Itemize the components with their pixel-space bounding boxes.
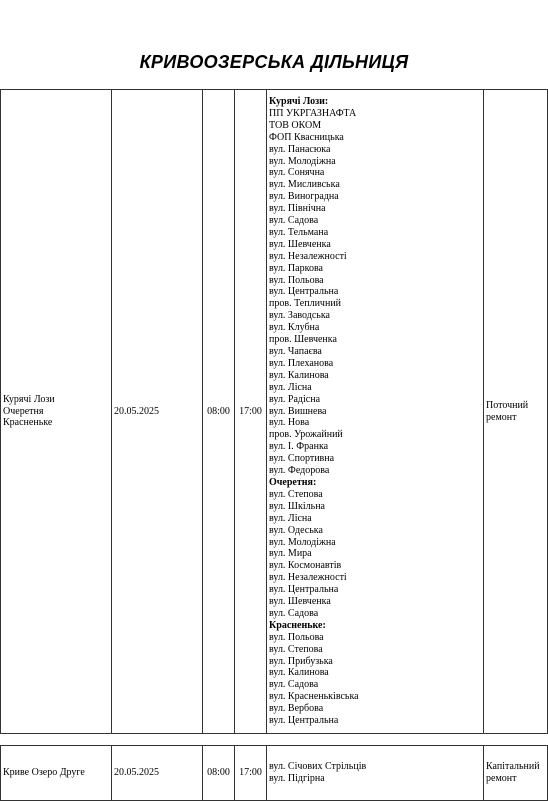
end-time-cell: 17:00 (235, 746, 267, 801)
address-line: вул. Радісна (269, 393, 321, 405)
address-line: вул. Плеханова (269, 357, 334, 369)
address-line: вул. Садова (269, 679, 319, 691)
address-line: вул. Центральна (269, 715, 339, 727)
end-time-cell: 17:00 (235, 90, 267, 734)
address-line: вул. Садова (269, 607, 319, 619)
address-line: вул. Заводська (269, 310, 330, 322)
table-row (1, 90, 548, 734)
address-line: вул. Польова (269, 631, 324, 643)
address-line: вул. Вишнева (269, 405, 327, 417)
address-line: вул. Степова (269, 643, 323, 655)
locality-name: Криве Озеро Друге (3, 767, 85, 779)
address-line: вул. Молодіжна (269, 155, 336, 167)
address-line: вул. Тельмана (269, 226, 329, 238)
address-line: вул. Красненьківська (269, 691, 359, 703)
localities-cell (1, 746, 112, 801)
address-line: пров. Шевченка (269, 334, 337, 346)
address-group-heading: Очеретня: (269, 476, 317, 488)
addresses-cell (267, 90, 484, 734)
address-line: вул. Садова (269, 215, 319, 227)
start-time-cell: 08:00 (203, 90, 235, 734)
address-line: вул. Польова (269, 274, 324, 286)
address-line: вул. Мисливська (269, 179, 340, 191)
work-type-cell (484, 90, 548, 734)
address-line: вул. Клубна (269, 322, 320, 334)
date-cell: 20.05.2025 (112, 90, 203, 734)
address-line: вул. Незалежності (269, 572, 347, 584)
address-line: вул. Панасюка (269, 143, 331, 155)
start-time-cell: 08:00 (203, 746, 235, 801)
addresses-cell (267, 746, 484, 801)
address-line: вул. Центральна (269, 584, 339, 596)
address-line: вул. Мира (269, 548, 312, 560)
address-line: пров. Тепличний (269, 298, 342, 310)
work-type-text: Поточний (486, 399, 529, 411)
address-line: вул. Шевченка (269, 596, 331, 608)
address-line: пров. Урожайний (269, 429, 343, 441)
table-row (1, 746, 548, 801)
schedule-table-row-2 (0, 745, 548, 801)
address-line: вул. Молодіжна (269, 536, 336, 548)
localities-cell (1, 90, 112, 734)
work-type-text: ремонт (486, 411, 517, 423)
schedule-table-row-1 (0, 89, 548, 734)
address-line: вул. Підгірна (269, 773, 325, 784)
address-line: вул. Центральна (269, 286, 339, 298)
address-line: вул. Сонячна (269, 167, 325, 179)
address-line: вул. Чапаєва (269, 346, 322, 358)
address-line: ФОП Квасницька (269, 131, 344, 143)
address-line: вул. Незалежності (269, 250, 347, 262)
date-cell: 20.05.2025 (112, 746, 203, 801)
address-line: вул. Виноградна (269, 191, 339, 203)
address-line: вул. Калинова (269, 369, 329, 381)
address-line: вул. Паркова (269, 262, 323, 274)
address-line: вул. Калинова (269, 667, 329, 679)
address-line: вул. Вербова (269, 703, 324, 715)
address-line: вул. Шевченка (269, 238, 331, 250)
address-line: вул. Степова (269, 488, 323, 500)
page-title: КРИВООЗЕРСЬКА ДІЛЬНИЦЯ (139, 52, 409, 72)
locality-name: Курячі Лози (3, 393, 55, 405)
address-line: вул. І. Франка (269, 441, 329, 453)
work-type-text: ремонт (486, 773, 517, 784)
address-line: ТОВ ОКОМ (269, 119, 322, 131)
address-line: вул. Спортивна (269, 453, 335, 465)
address-line: вул. Прибузька (269, 655, 333, 667)
work-type-cell (484, 746, 548, 801)
work-type-text: Капітальний (486, 761, 540, 773)
address-line: вул. Федорова (269, 465, 330, 477)
address-line: вул. Шкільна (269, 500, 325, 512)
address-line: вул. Північна (269, 203, 326, 215)
locality-name: Очеретня (3, 405, 44, 417)
address-group-heading: Курячі Лози: (269, 95, 329, 107)
locality-name: Красненьке (3, 417, 53, 429)
address-line: вул. Нова (269, 417, 310, 429)
address-group-heading: Красненьке: (269, 619, 326, 631)
address-line: ПП УКРГАЗНАФТА (269, 107, 357, 119)
address-line: вул. Січових Стрільців (269, 761, 367, 773)
address-line: вул. Космонавтів (269, 560, 342, 572)
address-line: вул. Одеська (269, 524, 323, 536)
address-line: вул. Лісна (269, 381, 312, 393)
address-line: вул. Лісна (269, 512, 312, 524)
